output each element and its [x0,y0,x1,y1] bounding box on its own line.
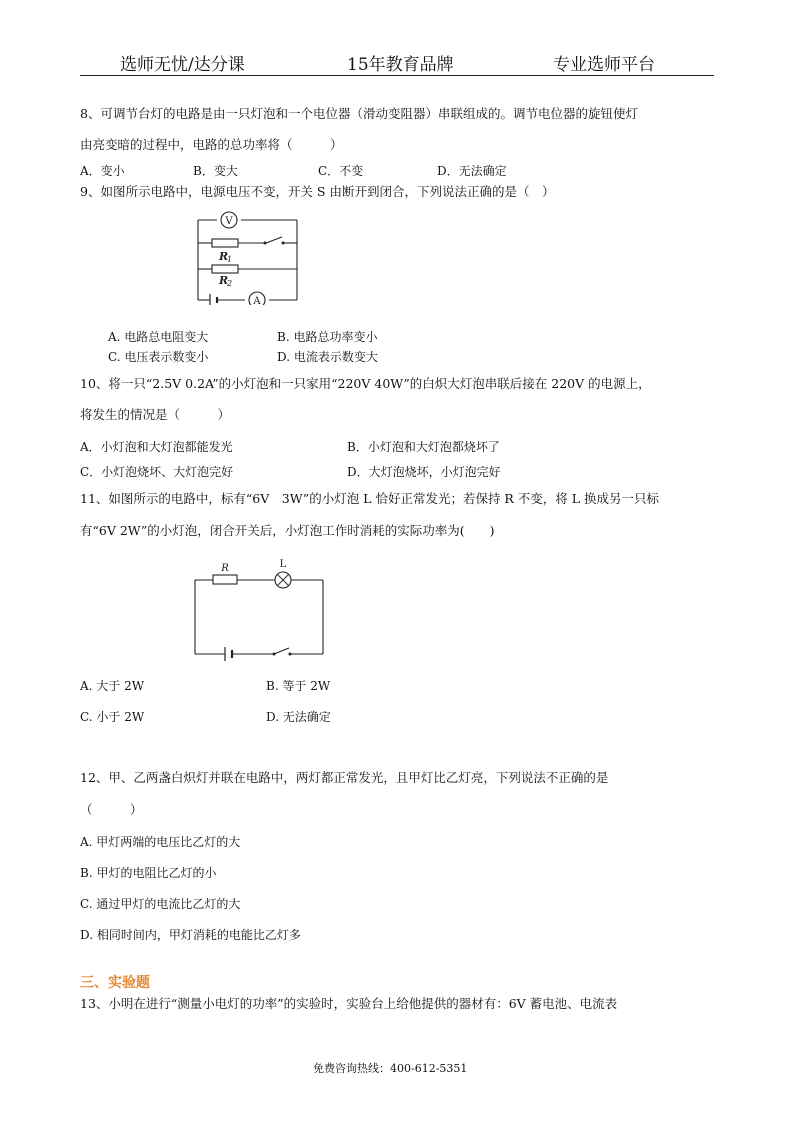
r2-label: R [219,274,229,287]
voltmeter-icon [221,212,237,228]
q13-text-line1: 13、小明在进行“测量小电灯的功率”的实验时，实验台上给他提供的器材有：6V 蓄电池、电流表 [80,996,618,1011]
section-title: 三、实验题 [80,975,150,991]
q9-option-a: A. 电路总电阻变大 [108,330,209,344]
resistor-label: R [221,563,229,574]
q10-option-a: A．小灯泡和大灯泡都能发光 [80,440,233,454]
r1-label: R [219,250,229,263]
switch-contact-right [282,242,285,245]
lamp-label: L [279,559,287,570]
q10-option-d: D．大灯泡烧坏，小灯泡完好 [347,465,501,479]
switch-contact-left [273,653,276,656]
q11-option-c: C. 小于 2W [80,710,145,724]
switch-contact-left [264,242,267,245]
svg-text:V: V [225,216,233,227]
ammeter-icon [249,292,265,305]
q11-circuit-diagram [185,558,335,663]
header-platform: 专业选师平台 [553,55,655,75]
q9-option-d: D. 电流表示数变大 [277,350,378,364]
q10-option-b: B．小灯泡和大灯泡都烧坏了 [347,440,500,454]
q8-option-a: A．变小 [80,164,125,178]
q9-circuit-diagram [190,205,305,305]
r1-subscript: 1 [227,255,233,264]
header-brand: 选师无忧/达分课 [120,55,245,75]
q8-option-b: B．变大 [193,164,238,178]
q8-text-line2: 由亮变暗的过程中，电路的总功率将（ ） [80,137,343,152]
q12-option-c: C. 通过甲灯的电流比乙灯的大 [80,897,241,911]
svg-text:A: A [253,296,261,305]
q11-option-a: A. 大于 2W [80,679,145,693]
q11-option-b: B. 等于 2W [266,679,331,693]
q9-option-b: B. 电路总功率变小 [277,330,378,344]
switch-contact-right [289,653,292,656]
q12-text-line2: （ ） [80,802,143,817]
q12-option-a: A. 甲灯两端的电压比乙灯的大 [80,835,241,849]
footer-hotline: 免费咨询热线：400-612-5351 [313,1062,468,1075]
q10-option-c: C．小灯泡烧坏、大灯泡完好 [80,465,234,479]
q10-text-line1: 10、将一只“2.5V 0.2A”的小灯泡和一只家用“220V 40W”的白炽大灯泡串联后接在 220V 的电源上， [80,376,651,391]
r2-subscript: 2 [227,279,233,288]
q11-text-line2: 有“6V 2W”的小灯泡，闭合开关后，小灯泡工作时消耗的实际功率为( ) [80,523,495,538]
q10-text-line2: 将发生的情况是（ ） [80,407,231,422]
q12-option-d: D. 相同时间内，甲灯消耗的电能比乙灯多 [80,928,301,942]
q8-option-d: D．无法确定 [437,164,507,178]
lamp-icon [275,572,291,588]
q9-text-line1: 9、如图所示电路中，电源电压不变，开关 S 由断开到闭合，下列说法正确的是（ ） [80,184,555,199]
header-slogan: 15年教育品牌 [347,55,454,75]
header-divider [80,75,714,76]
q8-option-c: C．不变 [318,164,364,178]
q11-text-line1: 11、如图所示的电路中，标有“6V 3W”的小灯泡 L 恰好正常发光；若保持 R 不变，将 L 换成另一只标 [80,491,660,506]
q11-option-d: D. 无法确定 [266,710,331,724]
q12-text-line1: 12、甲、乙两盏白炽灯并联在电路中，两灯都正常发光，且甲灯比乙灯亮，下列说法不正确的是 [80,770,609,785]
q9-option-c: C. 电压表示数变小 [108,350,209,364]
q12-option-b: B. 甲灯的电阻比乙灯的小 [80,866,217,880]
q8-text-line1: 8、可调节台灯的电路是由一只灯泡和一个电位器（滑动变阻器）串联组成的。调节电位器的旋钮使灯 [80,106,638,121]
